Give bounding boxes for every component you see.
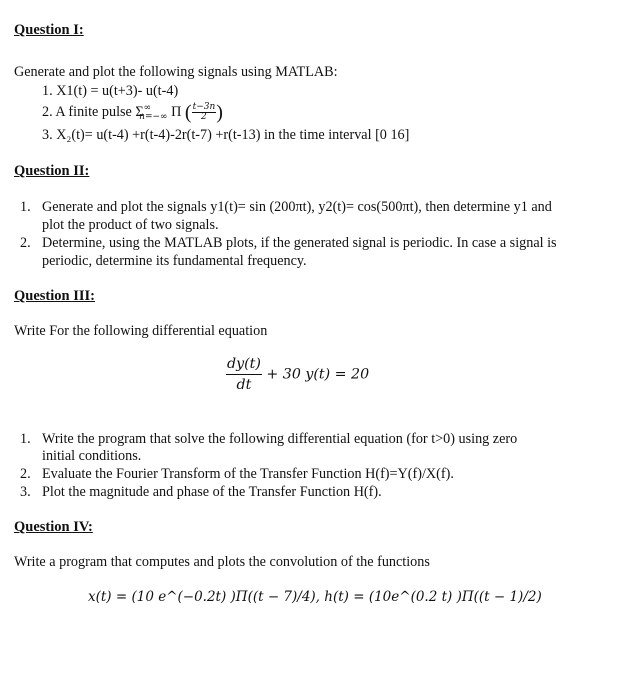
pi-symbol: Π: [171, 104, 182, 120]
question-2-item-2-line-2: periodic, determine its fundamental frequency.: [42, 253, 307, 269]
convolution-functions: x(t) = (10 e^(−0.2t) )Π((t − 7)/4), h(t) = (10e^(0.2 t) )Π((t − 1)/2): [88, 589, 542, 605]
question-3-item-2-number: 2.: [20, 466, 31, 482]
question-3-heading: Question III:: [14, 288, 95, 304]
question-4-intro: Write a program that computes and plots the convolution of the functions: [14, 554, 430, 570]
question-1-item-3: 3. X₂(t)= u(t-4) +r(t-4)-2r(t-7) +r(t-13) in the time interval [0 16]: [42, 127, 410, 143]
question-3-item-1-line-1: Write the program that solve the following differential equation (for t>0) using zero: [42, 431, 518, 447]
sum-lower-limit: n=−∞: [139, 112, 168, 122]
question-1-item-2: [42, 100, 223, 126]
left-paren: (: [184, 101, 192, 124]
question-3-item-3-number: 3.: [20, 484, 31, 500]
derivative-fraction: [226, 354, 262, 395]
question-3-item-3-line-1: Plot the magnitude and phase of the Transfer Function H(f).: [42, 484, 382, 500]
question-2-item-2-number: 2.: [20, 235, 31, 251]
pulse-fraction-denominator: 2: [201, 112, 207, 123]
right-paren: ): [216, 101, 223, 124]
question-3-item-2-line-1: Evaluate the Fourier Transform of the Transfer Function H(f)=Y(f)/X(f).: [42, 466, 454, 482]
sum-symbol: Σ: [135, 104, 144, 120]
question-2-item-2-line-1: Determine, using the MATLAB plots, if the generated signal is periodic. In case a signal is: [42, 235, 557, 251]
question-1-item-1: 1. X1(t) = u(t+3)- u(t-4): [42, 83, 179, 99]
derivative-numerator: dy(t): [226, 354, 262, 375]
differential-equation: [226, 354, 369, 395]
pulse-fraction-numerator: t−3n: [192, 102, 216, 113]
question-2-item-1-line-2: plot the product of two signals.: [42, 217, 219, 233]
question-3-item-1-number: 1.: [20, 431, 31, 447]
question-3-intro: Write For the following differential equation: [14, 323, 268, 339]
question-4-heading: Question IV:: [14, 519, 93, 535]
question-2-item-1-number: 1.: [20, 199, 31, 215]
question-3-item-1-line-2: initial conditions.: [42, 448, 142, 464]
question-1-item-2-label: 2. A finite pulse: [42, 104, 136, 120]
derivative-denominator: dt: [236, 377, 252, 393]
pulse-fraction: [192, 103, 217, 122]
question-1-heading: Question I:: [14, 22, 84, 38]
question-2-item-1-line-1: Generate and plot the signals y1(t)= sin (200πt), y2(t)= cos(500πt), then determine y1 and: [42, 199, 552, 215]
sum-upper-limit: ∞: [143, 103, 152, 113]
equation-rest: + 30 y(t) = 20: [266, 366, 370, 383]
question-2-heading: Question II:: [14, 163, 90, 179]
question-1-intro: Generate and plot the following signals using MATLAB:: [14, 64, 338, 80]
